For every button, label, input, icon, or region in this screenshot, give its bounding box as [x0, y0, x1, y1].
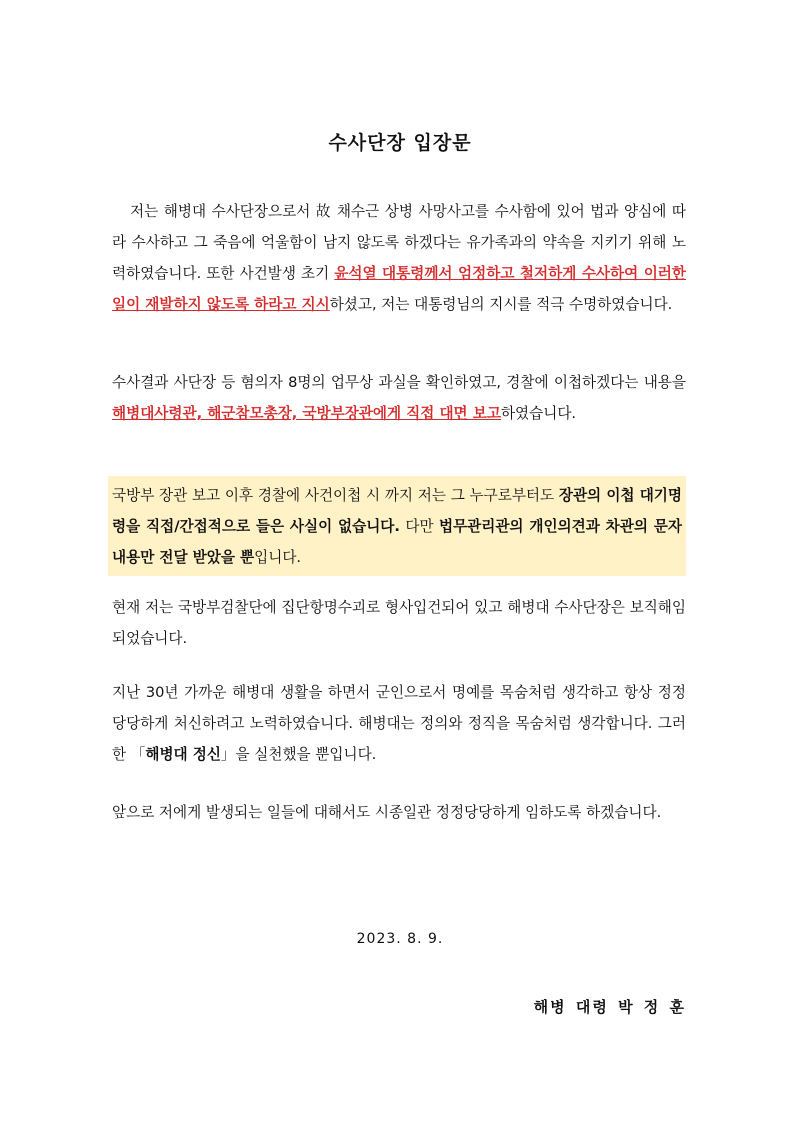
document-date: 2023. 8. 9. [356, 931, 444, 947]
paragraph-1-text-b: 하셨고, 저는 대통령님의 지시를 적극 수명하였습니다. [329, 296, 673, 313]
paragraph-1-text-a: 저는 해병대 수사단장으로서 故 채수근 상병 사망사고를 수사함에 있어 법과 양심에 따라 수사하고 그 죽음에 억울함이 남지 않도록 하겠다는 유가족과의 약속을 지키기 위해 노력하였습니다. 또한 사건발생 초기 [112, 203, 686, 282]
signature: 해병 대령 박 정 훈 [533, 998, 686, 1016]
paragraph-2-text-a: 수사결과 사단장 등 혐의자 8명의 업무상 과실을 확인하였고, 경찰에 이첩하겠다는 내용을 [112, 374, 686, 391]
paragraph-3-text-c: 입니다. [254, 549, 302, 566]
paragraph-5 [112, 677, 686, 770]
paragraph-6: 앞으로 저에게 발생되는 일들에 대해서도 시종일관 정정당당하게 임하도록 하겠습니다. [112, 804, 662, 821]
paragraph-1-red-emphasis: 윤석열 대통령께서 엄정하고 철저하게 수사하여 이러한 일이 재발하지 않도록 하라고 지시 [112, 265, 687, 313]
paragraph-3-bold-1: 장관의 이첩 대기명령을 직접/간접적으로 들은 사실이 없습니다. [112, 487, 682, 535]
paragraph-3-bold-2: 법무관리관의 개인의견과 차관의 문자내용만 전달 받았을 뿐 [112, 518, 682, 566]
paragraph-5-text-b: 」을 실천했을 뿐입니다. [220, 746, 377, 763]
paragraph-2-text-b: 하였습니다. [500, 405, 577, 422]
document-title: 수사단장 입장문 [328, 132, 472, 154]
paragraph-2 [112, 367, 686, 429]
paragraph-3-text-b: 다만 [399, 518, 439, 535]
paragraph-5-bold: 해병대 정신 [145, 746, 221, 763]
paragraph-1 [112, 196, 686, 320]
paragraph-4: 현재 저는 국방부검찰단에 집단항명수괴로 형사입건되어 있고 해병대 수사단장은 보직해임 되었습니다. [112, 599, 686, 647]
paragraph-2-red-emphasis: 해병대사령관, 해군참모총장, 국방부장관에게 직접 대면 보고 [112, 405, 501, 422]
paragraph-3-highlighted [108, 476, 686, 576]
paragraph-5-text-a: 지난 30년 가까운 해병대 생활을 하면서 군인으로서 명예를 목숨처럼 생각하고 항상 정정당당하게 처신하려고 노력하였습니다. 해병대는 정의와 정직을 목숨처럼 생각합니다. 그러한 「 [112, 684, 686, 763]
paragraph-3-text-a: 국방부 장관 보고 이후 경찰에 사건이첩 시 까지 저는 그 누구로부터도 [112, 487, 559, 504]
